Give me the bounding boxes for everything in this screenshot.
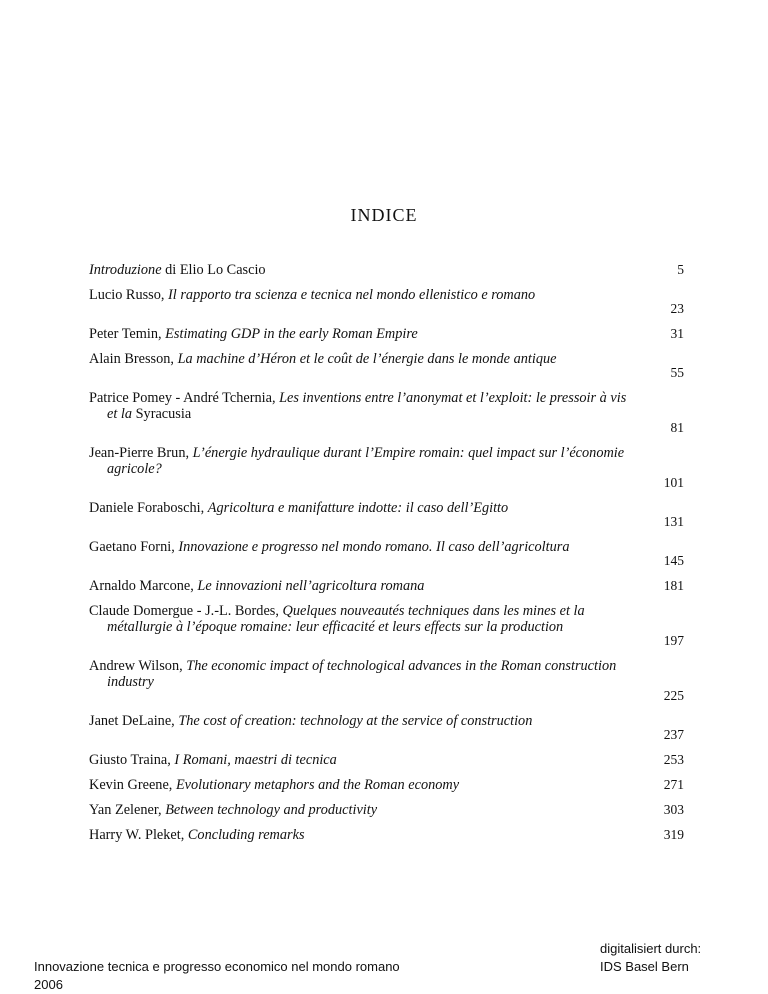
entry-author: Daniele Foraboschi <box>89 500 201 516</box>
entry-author: Patrice Pomey - André Tchernia <box>89 390 272 406</box>
entry-page: 145 <box>663 553 684 568</box>
footer-digitized-label: digitalisiert durch: <box>600 941 702 956</box>
toc-entry: Harry W. Pleket, Concluding remarks 319 <box>89 827 684 843</box>
entry-page: 271 <box>663 777 684 792</box>
entry-title: Concluding remarks <box>187 827 305 843</box>
footer-book-title: Innovazione tecnica e progresso economico nel mondo romano <box>34 959 400 974</box>
entry-author: Peter Temin <box>89 326 159 342</box>
entry-author: Giusto Traina <box>89 752 168 768</box>
entry-author: Alain Bresson <box>89 351 171 367</box>
entry-title: di Elio Lo Cascio <box>161 262 266 278</box>
toc-entry: Daniele Foraboschi, Agricoltura e manifatture indotte: il caso dell’Egitto 131 <box>89 500 684 529</box>
entry-title: Quelques nouveautés techniques dans les mines et la métallurgie à l’époque romaine: leur efficacité et leurs effects sur la production <box>107 603 585 635</box>
entry-author: Gaetano Forni <box>89 539 172 555</box>
entry-title: Between technology and productivity <box>165 802 378 818</box>
toc-entry <box>89 262 684 278</box>
entry-title: Evolutionary metaphors and the Roman economy <box>175 777 460 793</box>
entry-page: 197 <box>663 633 684 648</box>
entry-title: Innovazione e progresso nel mondo romano. Il caso dell’agricoltura <box>178 539 570 555</box>
footer-digitized <box>600 940 701 976</box>
toc-entry: Peter Temin, Estimating GDP in the early Roman Empire 31 <box>89 326 684 342</box>
entry-title: Agricoltura e manifatture indotte: il caso dell’Egitto <box>207 500 509 516</box>
entry-author: Harry W. Pleket <box>89 827 181 843</box>
entry-page: 31 <box>670 326 684 341</box>
toc-entry: Arnaldo Marcone, Le innovazioni nell’agricoltura romana 181 <box>89 578 684 594</box>
entry-page: 303 <box>663 802 684 817</box>
toc-entry: Andrew Wilson, The economic impact of technological advances in the Roman construction industry 225 <box>89 658 684 703</box>
toc-entry: Lucio Russo, Il rapporto tra scienza e tecnica nel mondo ellenistico e romano 23 <box>89 287 684 316</box>
entry-title: Les inventions entre l’anonymat et l’exploit: le pressoir à vis et la <box>107 390 627 422</box>
entry-title: The economic impact of technological advances in the Roman construction industry <box>107 658 617 690</box>
entry-author: Arnaldo Marcone <box>89 578 191 594</box>
entry-author: Andrew Wilson <box>89 658 180 674</box>
entry-author: Jean-Pierre Brun <box>89 445 186 461</box>
toc-entry: Patrice Pomey - André Tchernia, Les inventions entre l’anonymat et l’exploit: le pressoir à vis et la Syracusia 81 <box>89 390 684 435</box>
entry-title: Estimating GDP in the early Roman Empire <box>165 326 418 342</box>
footer-source <box>34 958 400 994</box>
entry-page: 23 <box>670 301 684 316</box>
entry-title: I Romani, maestri di tecnica <box>174 752 337 768</box>
entry-author: Introduzione <box>89 262 162 278</box>
entry-page: 131 <box>663 514 684 529</box>
entry-page: 181 <box>663 578 684 593</box>
toc-entry: Jean-Pierre Brun, L’énergie hydraulique durant l’Empire romain: quel impact sur l’économie agricole? 101 <box>89 445 684 490</box>
entry-page: 253 <box>663 752 684 767</box>
entry-title: The cost of creation: technology at the service of construction <box>178 713 533 729</box>
entry-page: 81 <box>670 420 684 435</box>
entry-page: 237 <box>663 727 684 742</box>
entry-page: 225 <box>663 688 684 703</box>
entry-page: 55 <box>670 365 684 380</box>
entry-page: 5 <box>677 262 684 277</box>
toc-entry: Alain Bresson, La machine d’Héron et le coût de l’énergie dans le monde antique 55 <box>89 351 684 380</box>
entry-author: Janet DeLaine <box>89 713 172 729</box>
entry-title: La machine d’Héron et le coût de l’énergie dans le monde antique <box>177 351 557 367</box>
table-of-contents <box>89 262 684 852</box>
toc-entry: Gaetano Forni, Innovazione e progresso nel mondo romano. Il caso dell’agricoltura 145 <box>89 539 684 568</box>
entry-page: 319 <box>663 827 684 842</box>
entry-title: Il rapporto tra scienza e tecnica nel mondo ellenistico e romano <box>168 287 536 303</box>
toc-entry: Claude Domergue - J.-L. Bordes, Quelques nouveautés techniques dans les mines et la métallurgie à l’époque romaine: leur efficacité et leurs effects sur la production 197 <box>89 603 684 648</box>
entry-title-suffix: Syracusia <box>135 406 192 422</box>
page-title: INDICE <box>350 205 418 225</box>
footer-year: 2006 <box>34 977 63 992</box>
entry-author: Yan Zelener <box>89 802 159 818</box>
entry-title: Le innovazioni nell’agricoltura romana <box>197 578 425 594</box>
entry-author: Lucio Russo <box>89 287 161 303</box>
toc-entry: Yan Zelener, Between technology and productivity 303 <box>89 802 684 818</box>
entry-title: L’énergie hydraulique durant l’Empire romain: quel impact sur l’économie agricole? <box>107 445 625 477</box>
entry-page: 101 <box>663 475 684 490</box>
toc-entry: Janet DeLaine, The cost of creation: technology at the service of construction 237 <box>89 713 684 742</box>
entry-author: Claude Domergue - J.-L. Bordes <box>89 603 276 619</box>
footer-digitized-by: IDS Basel Bern <box>600 959 689 974</box>
toc-entry: Giusto Traina, I Romani, maestri di tecnica 253 <box>89 752 684 768</box>
toc-entry: Kevin Greene, Evolutionary metaphors and the Roman economy 271 <box>89 777 684 793</box>
entry-author: Kevin Greene <box>89 777 169 793</box>
